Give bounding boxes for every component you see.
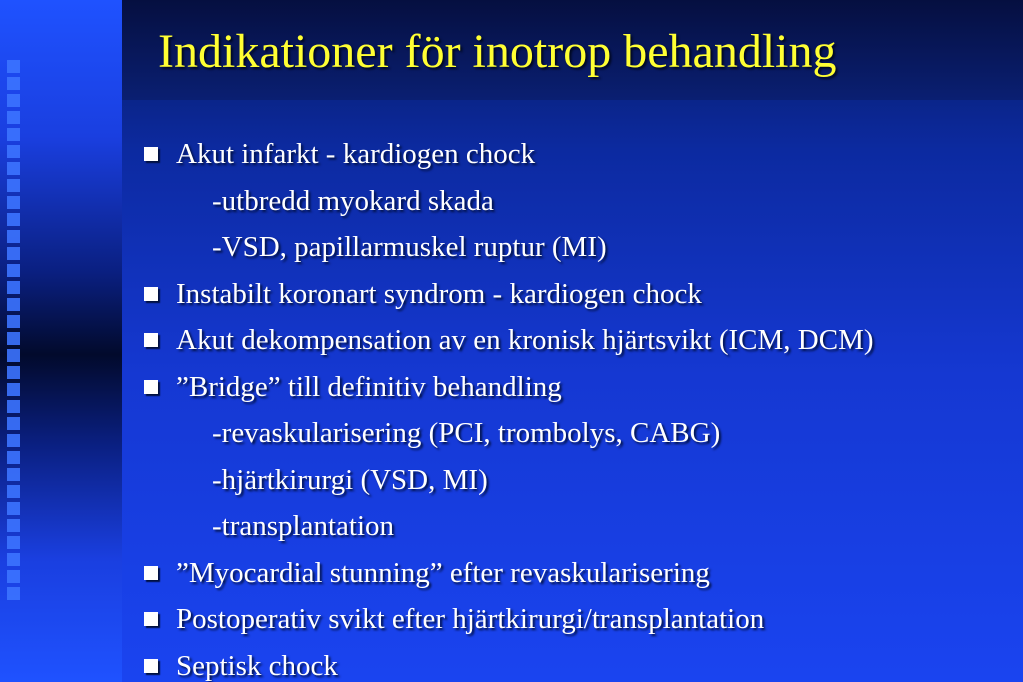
bullet-item (0, 364, 1023, 411)
bullet-list (0, 131, 1023, 682)
sub-item-text: -revaskularisering (PCI, trombolys, CABG) (212, 417, 721, 449)
square-bullet-icon (144, 147, 158, 161)
sub-item (0, 410, 1023, 457)
bullet-text: ”Bridge” till definitiv behandling (176, 370, 562, 403)
bullet-text: Postoperativ svikt efter hjärtkirurgi/transplantation (176, 603, 765, 635)
sub-item (0, 457, 1023, 504)
sub-item (0, 503, 1023, 550)
bullet-text: Instabilt koronart syndrom - kardiogen chock (176, 277, 702, 310)
slide-title: Indikationer för inotrop behandling (158, 25, 837, 78)
square-bullet-icon (144, 659, 158, 673)
sub-item-text: -hjärtkirurgi (VSD, MI) (212, 463, 488, 496)
bullet-item (0, 596, 1023, 643)
sub-item (0, 178, 1023, 225)
bullet-text: Septisk chock (176, 649, 338, 682)
bullet-text: Akut infarkt - kardiogen chock (176, 138, 536, 170)
bullet-item (0, 131, 1023, 178)
square-bullet-icon (144, 380, 158, 394)
bullet-text: Akut dekompensation av en kronisk hjärtsvikt (ICM, DCM) (176, 324, 874, 356)
sub-item-text: -transplantation (212, 510, 395, 542)
sub-item-text: -VSD, papillarmuskel ruptur (MI) (212, 231, 607, 263)
square-bullet-icon (144, 287, 158, 301)
sub-item (0, 224, 1023, 271)
bullet-item (0, 271, 1023, 318)
sub-item-text: -utbredd myokard skada (212, 184, 494, 217)
bullet-item (0, 550, 1023, 597)
bullet-item (0, 643, 1023, 682)
square-bullet-icon (144, 612, 158, 626)
bullet-text: ”Myocardial stunning” efter revaskularisering (176, 556, 710, 589)
bullet-item (0, 317, 1023, 364)
square-bullet-icon (144, 333, 158, 347)
square-bullet-icon (144, 566, 158, 580)
